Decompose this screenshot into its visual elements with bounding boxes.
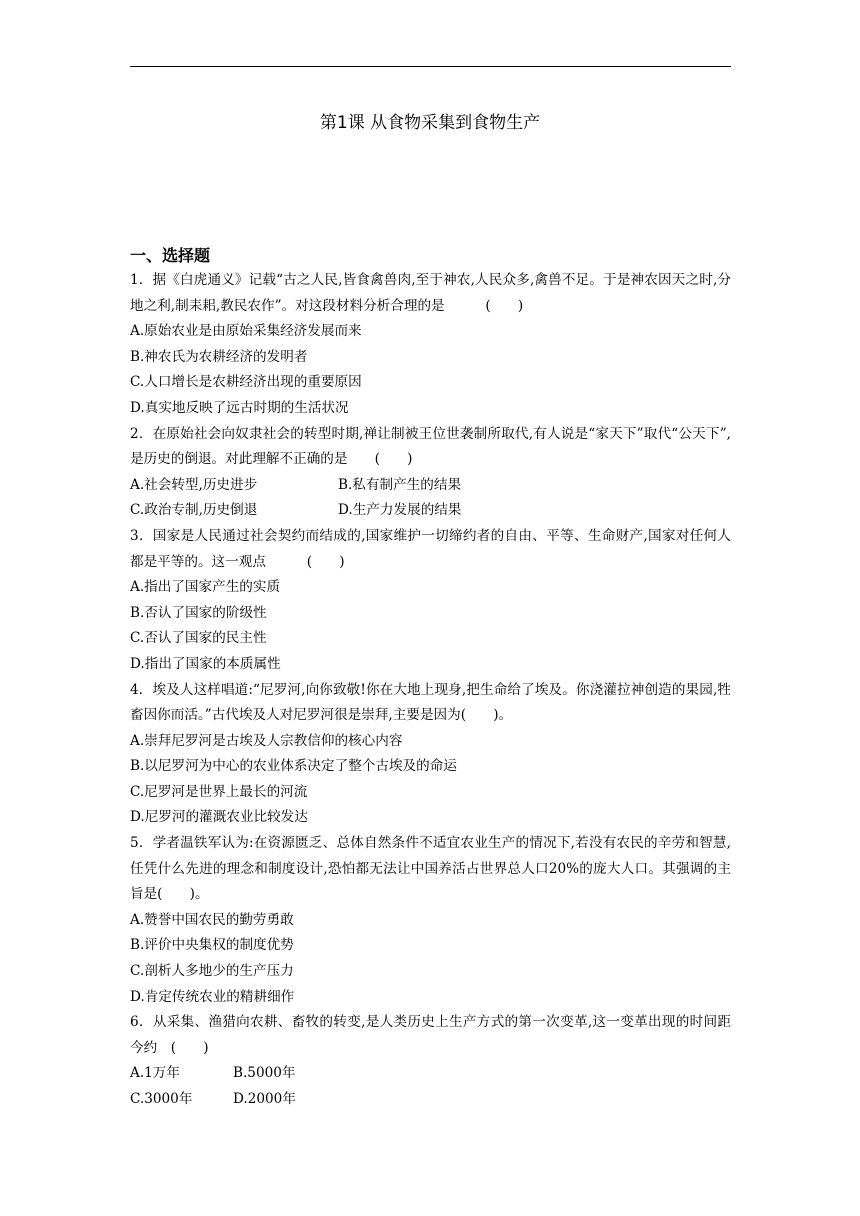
option-c: C.否认了国家的民主性 [130, 630, 267, 647]
option-b: B.否认了国家的阶级性 [130, 604, 267, 621]
question-5 [130, 831, 731, 1010]
option-c: C.尼罗河是世界上最长的河流 [130, 783, 308, 800]
option-d: D.2000年 [233, 1091, 296, 1107]
question-stem: 3．国家是人民通过社会契约而结成的,国家维护一切缔约者的自由、平等、生命财产,国家对任何人都是平等的。这一观点 ( ) [130, 527, 731, 570]
option-b: B.5000年 [233, 1065, 296, 1082]
option-a: A.赞誉中国农民的勤劳勇敢 [130, 911, 294, 928]
question-list [130, 268, 731, 1113]
question-3 [130, 524, 731, 678]
question-stem: 2．在原始社会向奴隶社会的转型时期,禅让制被王位世袭制所取代,有人说是“家天下”取代“公天下”,是历史的倒退。对此理解不正确的是 ( ) [130, 425, 731, 468]
option-b: B.评价中央集权的制度优势 [130, 937, 294, 954]
option-a: A.原始农业是由原始采集经济发展而来 [130, 323, 362, 340]
option-c: C.3000年 [130, 1091, 193, 1107]
option-b: B.神农氏为农耕经济的发明者 [130, 348, 308, 365]
page-title: 第1课 从食物采集到食物生产 [319, 113, 541, 133]
section-heading: 一、选择题 [130, 246, 211, 265]
question-1 [130, 268, 731, 422]
option-c: C.人口增长是农耕经济出现的重要原因 [130, 374, 362, 391]
option-d: D.尼罗河的灌溉农业比较发达 [130, 809, 308, 826]
option-c: C.政治专制,历史倒退 [130, 502, 258, 519]
option-d: D.真实地反映了远古时期的生活状况 [130, 399, 349, 416]
option-d: D.指出了国家的本质属性 [130, 655, 281, 672]
option-a: A.崇拜尼罗河是古埃及人宗教信仰的核心内容 [130, 732, 403, 749]
question-4 [130, 678, 731, 832]
question-stem: 1．据《白虎通义》记载“古之人民,皆食禽兽肉,至于神农,人民众多,禽兽不足。于是神农因天之时,分地之利,制耒耜,教民农作”。对这段材料分析合理的是 ( ) [130, 272, 731, 314]
option-d: D.生产力发展的结果 [338, 502, 462, 519]
option-b: B.私有制产生的结果 [338, 476, 462, 493]
question-stem: 4．埃及人这样唱道:“尼罗河,向你致敬!你在大地上现身,把生命给了埃及。你浇灌拉神创造的果园,牲畜因你而活。”古代埃及人对尼罗河很是崇拜,主要是因为( )。 [130, 681, 731, 724]
option-b: B.以尼罗河为中心的农业体系决定了整个古埃及的命运 [130, 758, 457, 775]
option-a: A.社会转型,历史进步 [130, 476, 258, 493]
option-d: D.肯定传统农业的精耕细作 [130, 988, 295, 1005]
question-6 [130, 1010, 731, 1112]
question-stem: 6．从采集、渔猎向农耕、畜牧的转变,是人类历史上生产方式的第一次变革,这一变革出现的时间距今约 ( ) [130, 1014, 731, 1056]
option-c: C.剖析人多地少的生产压力 [130, 963, 294, 980]
question-stem: 5．学者温铁军认为:在资源匮乏、总体自然条件不适宜农业生产的情况下,若没有农民的辛劳和智慧,任凭什么先进的理念和制度设计,恐怕都无法让中国养活占世界总人口20%的庞大人口。其强调的主旨是( )。 [130, 835, 731, 903]
question-2 [130, 422, 731, 524]
header-rule [130, 66, 731, 67]
option-a: A.1万年 [130, 1065, 180, 1082]
option-a: A.指出了国家产生的实质 [130, 579, 281, 596]
